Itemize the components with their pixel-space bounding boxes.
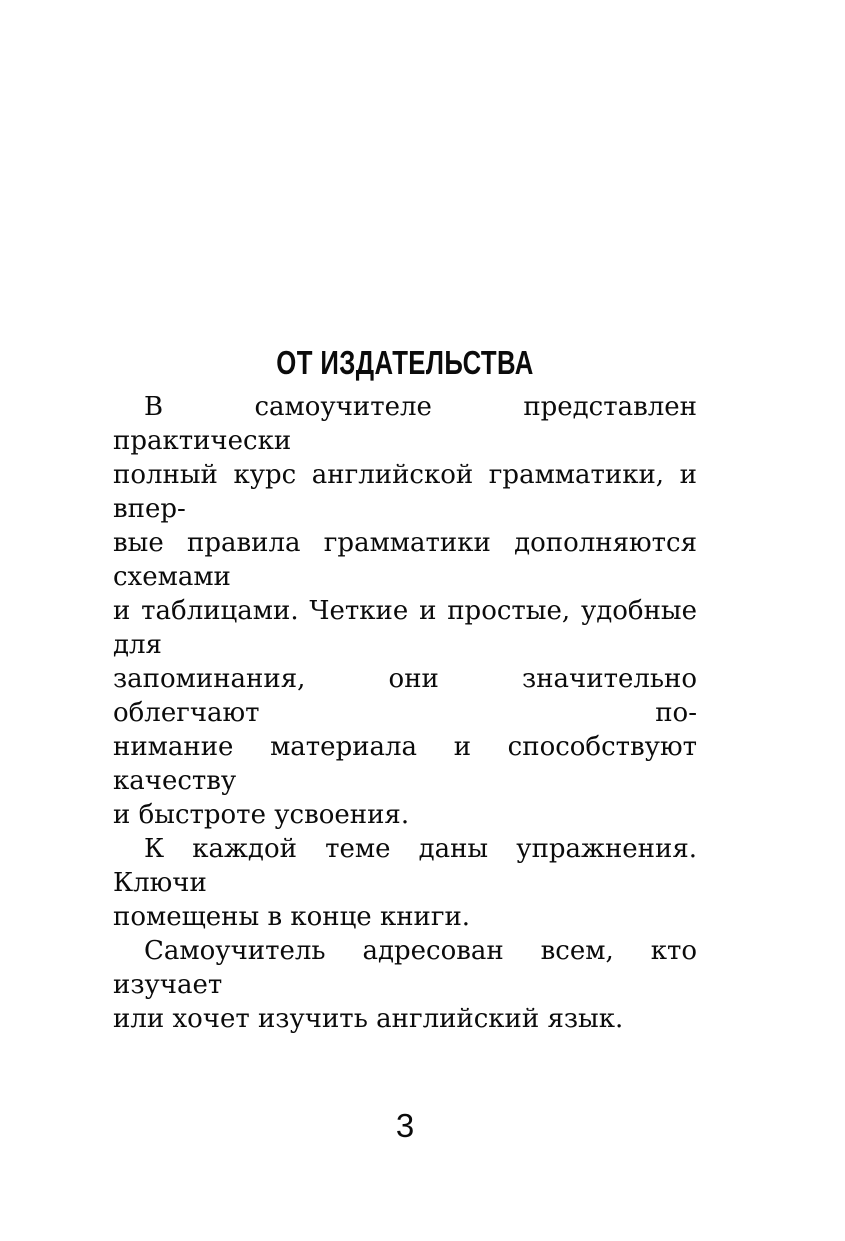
body-text bbox=[113, 390, 697, 1036]
text-line: полный курс английской грамматики, и впер- bbox=[113, 460, 697, 524]
text-line: вые правила грамматики дополняются схемами bbox=[113, 528, 697, 592]
text-line: запоминания, они значительно облегчают по- bbox=[113, 664, 697, 728]
text-line: К каждой теме даны упражнения. Ключи bbox=[113, 834, 697, 898]
text-line: нимание материала и способствуют качеству bbox=[113, 732, 697, 796]
text-line: и таблицами. Четкие и простые, удобные для bbox=[113, 596, 697, 660]
text-line: Самоучитель адресован всем, кто изучает bbox=[113, 936, 697, 1000]
text-line: и быстроте усвоения. bbox=[113, 800, 410, 830]
paragraph bbox=[113, 832, 697, 934]
page-number: 3 bbox=[395, 1107, 415, 1144]
text-line: или хочет изучить английский язык. bbox=[113, 1004, 624, 1034]
section-title: ОТ ИЗДАТЕЛЬСТВА bbox=[276, 344, 534, 382]
paragraph bbox=[113, 390, 697, 832]
paragraph bbox=[113, 934, 697, 1036]
text-line: помещены в конце книги. bbox=[113, 902, 471, 932]
text-line: В самоучителе представлен практически bbox=[113, 392, 697, 456]
